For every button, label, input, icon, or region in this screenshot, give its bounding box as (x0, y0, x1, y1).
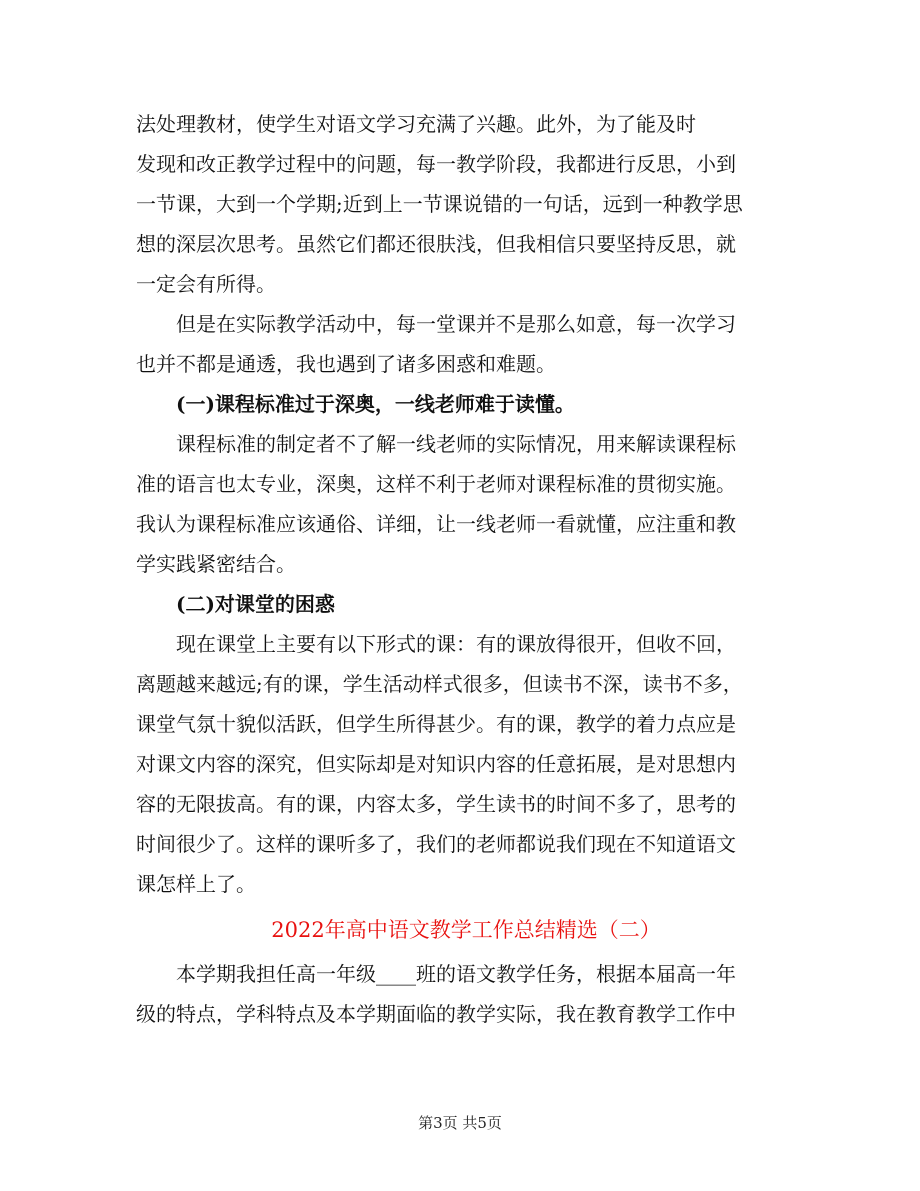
text-line: 法处理教材，使学生对语文学习充满了兴趣。此外，为了能及时 (136, 112, 696, 136)
text-line: (二)对课堂的困惑 (176, 592, 335, 616)
text-line: 发现和改正教学过程中的问题，每一教学阶段，我都进行反思，小到 (136, 152, 736, 176)
section-two (136, 954, 796, 1034)
text-line: 课程标准的制定者不了解一线老师的实际情况，用来解读课程标 (176, 432, 736, 456)
page-footer: 第3页 共5页 (418, 1114, 502, 1132)
text-line: 容的无限拔高。有的课，内容太多，学生读书的时间不多了，思考的 (136, 792, 736, 816)
text-line: 现在课堂上主要有以下形式的课：有的课放得很开，但收不回， (176, 632, 736, 656)
text-line: 一定会有所得。 (136, 272, 276, 296)
text-line: 级的特点，学科特点及本学期面临的教学实际，我在教育教学工作中 (136, 1002, 736, 1026)
text-line: 学实践紧密结合。 (136, 552, 296, 576)
paragraph (136, 624, 796, 904)
paragraph (136, 304, 796, 384)
text-line: 本学期我担任高一年级____班的语文教学任务，根据本届高一年 (176, 962, 736, 986)
text-line: 但是在实际教学活动中，每一堂课并不是那么如意，每一次学习 (176, 312, 736, 336)
section-heading (136, 384, 796, 424)
text-line: 也并不都是通透，我也遇到了诸多困惑和难题。 (136, 352, 556, 376)
text-line: 想的深层次思考。虽然它们都还很肤浅，但我相信只要坚持反思，就 (136, 232, 736, 256)
section-one (136, 104, 796, 904)
paragraph (136, 424, 796, 584)
section-heading (136, 584, 796, 624)
text-line: (一)课程标准过于深奥，一线老师难于读懂。 (176, 392, 575, 416)
text-line: 准的语言也太专业，深奥，这样不利于老师对课程标准的贯彻实施。 (136, 472, 736, 496)
paragraph (136, 954, 796, 1034)
text-line: 时间很少了。这样的课听多了，我们的老师都说我们现在不知道语文 (136, 832, 736, 856)
text-line: 课堂气氛十貌似活跃，但学生所得甚少。有的课，教学的着力点应是 (136, 712, 736, 736)
text-line: 我认为课程标准应该通俗、详细，让一线老师一看就懂，应注重和教 (136, 512, 736, 536)
text-line: 对课文内容的深究，但实际却是对知识内容的任意拓展，是对思想内 (136, 752, 736, 776)
paragraph (136, 104, 796, 304)
text-line: 一节课，大到一个学期;近到上一节课说错的一句话，远到一种教学思 (136, 192, 743, 216)
text-line: 离题越来越远;有的课，学生活动样式很多，但读书不深，读书不多， (136, 672, 743, 696)
document-body (136, 104, 796, 1034)
text-line: 课怎样上了。 (136, 872, 256, 896)
section-title: 2022年高中语文教学工作总结精选（二） (271, 918, 661, 942)
